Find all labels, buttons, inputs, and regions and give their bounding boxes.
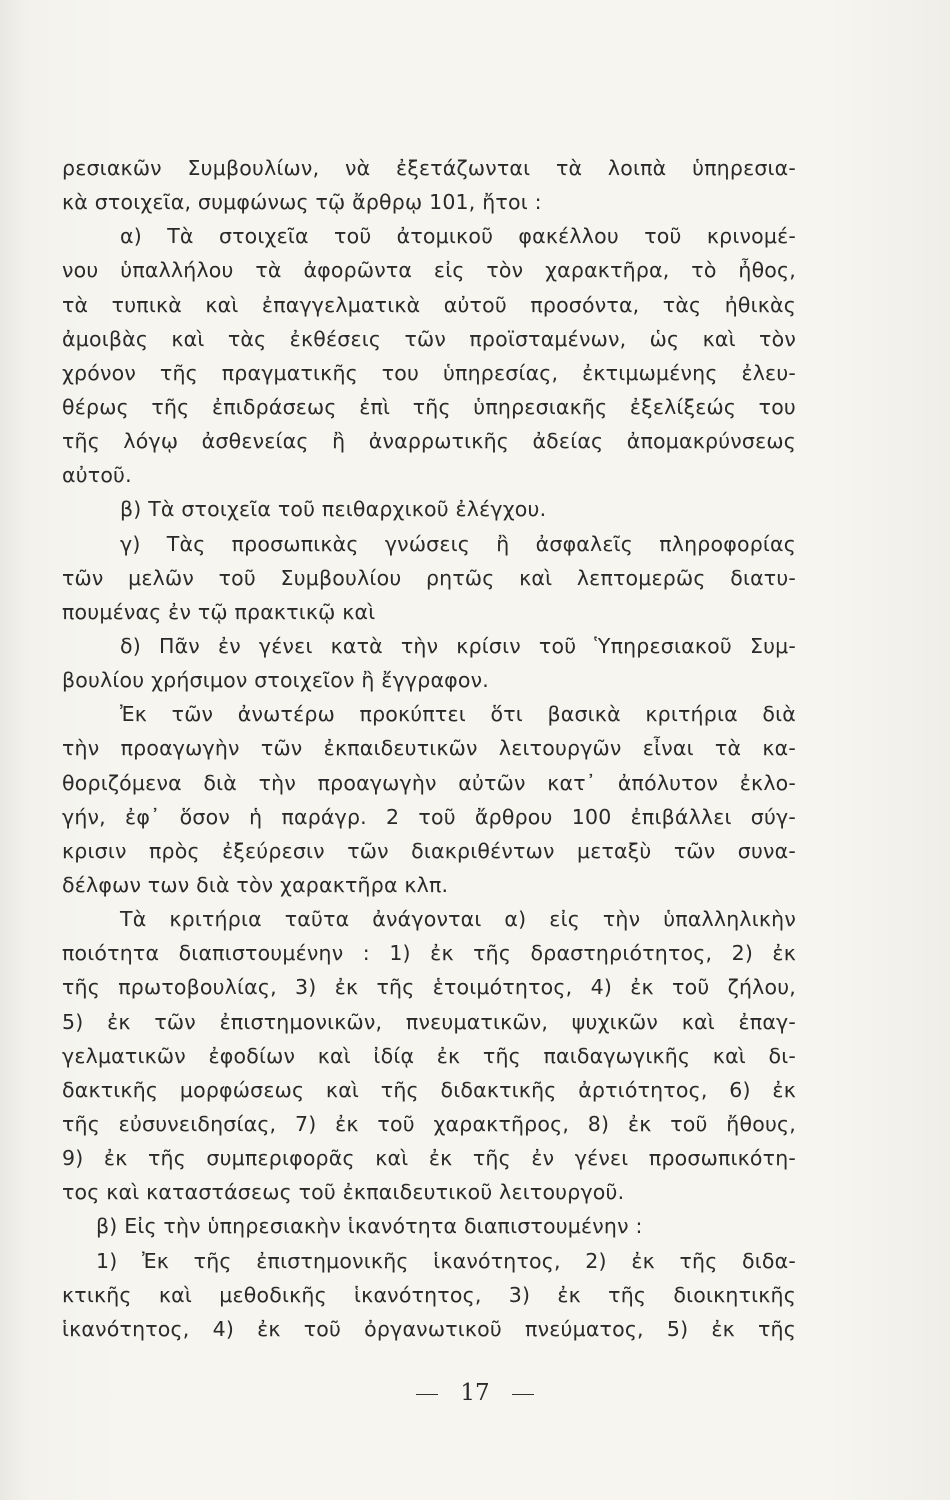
text-line: γήν, ἐφ᾽ ὅσον ἡ παράγρ. 2 τοῦ ἄρθρου 100 ἐπιβάλλει σύγ-: [62, 804, 796, 829]
text-line: Τὰ κριτήρια ταῦτα ἀνάγονται α) εἰς τὴν ὑπαλληλικὴν: [120, 907, 796, 932]
text-line: τῶν μελῶν τοῦ Συμβουλίου ρητῶς καὶ λεπτομερῶς διατυ-: [62, 565, 796, 590]
text-line: γ) Τὰς προσωπικὰς γνώσεις ἢ ἀσφαλεῖς πληροφορίας: [120, 531, 796, 556]
text-line: τῆς λόγῳ ἀσθενείας ἢ ἀναρρωτικῆς ἀδείας ἀπομακρύνσεως: [62, 429, 796, 454]
text-line: αὐτοῦ.: [62, 463, 132, 488]
text-line: τῆς εὐσυνειδησίας, 7) ἐκ τοῦ χαρακτῆρος, 8) ἐκ τοῦ ἤθους,: [62, 1111, 796, 1136]
text-line: Ἐκ τῶν ἀνωτέρω προκύπτει ὅτι βασικὰ κριτήρια διὰ: [120, 702, 796, 727]
text-line: β) Τὰ στοιχεῖα τοῦ πειθαρχικοῦ ἐλέγχου.: [120, 497, 547, 522]
text-line: βουλίου χρήσιμον στοιχεῖον ἢ ἔγγραφον.: [62, 668, 489, 693]
footer-dash-left: [416, 1394, 438, 1395]
text-line: δακτικῆς μορφώσεως καὶ τῆς διδακτικῆς ἀρτιότητος, 6) ἐκ: [62, 1077, 796, 1102]
text-line: νου ὑπαλλήλου τὰ ἀφορῶντα εἰς τὸν χαρακτῆρα, τὸ ἦθος,: [62, 258, 796, 283]
text-line: ποιότητα διαπιστουμένην : 1) ἐκ τῆς δραστηριότητος, 2) ἐκ: [62, 941, 796, 966]
page-footer: [0, 1380, 950, 1406]
text-line: θέρως τῆς ἐπιδράσεως ἐπὶ τῆς ὑπηρεσιακῆς ἐξελίξεώς του: [62, 394, 796, 419]
text-line: θοριζόμενα διὰ τὴν προαγωγὴν αὐτῶν κατ᾽ ἀπόλυτον ἐκλο-: [62, 770, 796, 795]
text-line: τὴν προαγωγὴν τῶν ἐκπαιδευτικῶν λειτουργῶν εἶναι τὰ κα-: [62, 736, 796, 761]
text-line: δέλφων των διὰ τὸν χαρακτῆρα κλπ.: [62, 872, 449, 897]
text-line: β) Εἰς τὴν ὑπηρεσιακὴν ἱκανότητα διαπιστουμένην :: [96, 1214, 643, 1239]
page-number: 17: [460, 1380, 490, 1406]
text-line: πουμένας ἐν τῷ πρακτικῷ καὶ: [62, 599, 376, 624]
text-line: γελματικῶν ἐφοδίων καὶ ἰδίᾳ ἐκ τῆς παιδαγωγικῆς καὶ δι-: [62, 1043, 796, 1068]
text-line: ἱκανότητος, 4) ἐκ τοῦ ὀργανωτικοῦ πνεύματος, 5) ἐκ τῆς: [62, 1316, 796, 1341]
text-line: ἀμοιβὰς καὶ τὰς ἐκθέσεις τῶν προϊσταμένων, ὡς καὶ τὸν: [62, 326, 796, 351]
text-line: τῆς πρωτοβουλίας, 3) ἐκ τῆς ἑτοιμότητος, 4) ἐκ τοῦ ζήλου,: [62, 975, 796, 1000]
text-line: 1) Ἐκ τῆς ἐπιστημονικῆς ἱκανότητος, 2) ἐκ τῆς διδα-: [96, 1248, 796, 1273]
text-line: α) Τὰ στοιχεῖα τοῦ ἀτομικοῦ φακέλλου τοῦ κρινομέ-: [120, 224, 796, 249]
text-line: 9) ἐκ τῆς συμπεριφορᾶς καὶ ἐκ τῆς ἐν γένει προσωπικότη-: [62, 1146, 796, 1171]
text-line: ρεσιακῶν Συμβουλίων, νὰ ἐξετάζωνται τὰ λοιπὰ ὑπηρεσια-: [62, 156, 796, 180]
text-line: τος καὶ καταστάσεως τοῦ ἐκπαιδευτικοῦ λειτουργοῦ.: [62, 1180, 625, 1205]
text-line: δ) Πᾶν ἐν γένει κατὰ τὴν κρίσιν τοῦ Ὑπηρεσιακοῦ Συμ-: [120, 633, 796, 658]
text-line: 5) ἐκ τῶν ἐπιστημονικῶν, πνευματικῶν, ψυχικῶν καὶ ἐπαγ-: [62, 1009, 796, 1034]
body-text: [62, 151, 796, 1346]
text-line: κτικῆς καὶ μεθοδικῆς ἱκανότητος, 3) ἐκ τῆς διοικητικῆς: [62, 1282, 796, 1307]
footer-dash-right: [512, 1394, 534, 1395]
text-line: τὰ τυπικὰ καὶ ἐπαγγελματικὰ αὐτοῦ προσόντα, τὰς ἠθικὰς: [62, 292, 796, 317]
text-line: κὰ στοιχεῖα, συμφώνως τῷ ἄρθρῳ 101, ἤτοι :: [62, 190, 542, 215]
text-line: χρόνον τῆς πραγματικῆς του ὑπηρεσίας, ἐκτιμωμένης ἐλευ-: [62, 360, 796, 385]
text-line: κρισιν πρὸς ἐξεύρεσιν τῶν διακριθέντων μεταξὺ τῶν συνα-: [62, 838, 796, 863]
